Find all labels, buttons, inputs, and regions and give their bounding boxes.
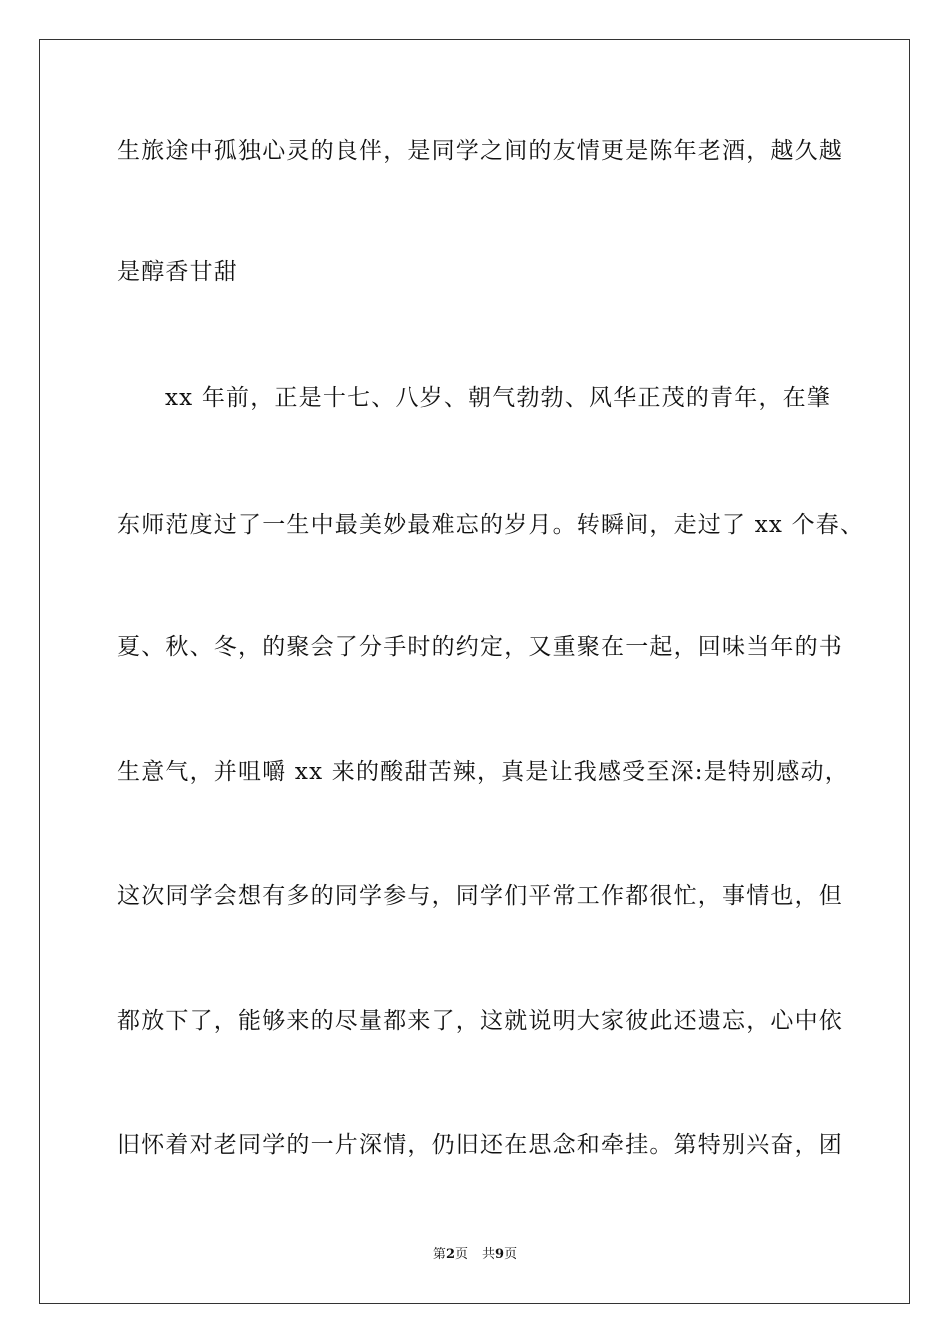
text-line-8: 都放下了，能够来的尽量都来了，这就说明大家彼此还遗忘，心中依 [117, 1008, 843, 1034]
total-pages: 9 [495, 1247, 505, 1262]
text-line-9: 旧怀着对老同学的一片深情，仍旧还在思念和牵挂。第特别兴奋，团 [117, 1132, 843, 1158]
text-line-5: 夏、秋、冬，的聚会了分手时的约定，又重聚在一起，回味当年的书 [117, 634, 843, 660]
text-line-6: 生意气，并咀嚼 xx 来的酸甜苦辣，真是让我感受至深:是特别感动， [117, 759, 849, 785]
page-number: 2 [445, 1247, 455, 1262]
total-suffix: 页 [504, 1247, 518, 1262]
text-line-4: 东师范度过了一生中最美妙最难忘的岁月。转瞬间，走过了 xx 个春、 [117, 512, 865, 538]
text-line-2: 是醇香甘甜 [117, 259, 238, 285]
page-prefix: 第 [432, 1247, 446, 1262]
page-border [39, 39, 910, 1304]
text-line-3: xx 年前，正是十七、八岁、朝气勃勃、风华正茂的青年，在肇 [165, 385, 832, 411]
page-suffix: 页 [454, 1247, 468, 1262]
text-line-1: 生旅途中孤独心灵的良伴，是同学之间的友情更是陈年老酒，越久越 [117, 138, 843, 164]
text-line-7: 这次同学会想有多的同学参与，同学们平常工作都很忙，事情也，但 [117, 883, 843, 909]
page-footer [0, 1246, 950, 1264]
total-prefix: 共 [482, 1247, 496, 1262]
